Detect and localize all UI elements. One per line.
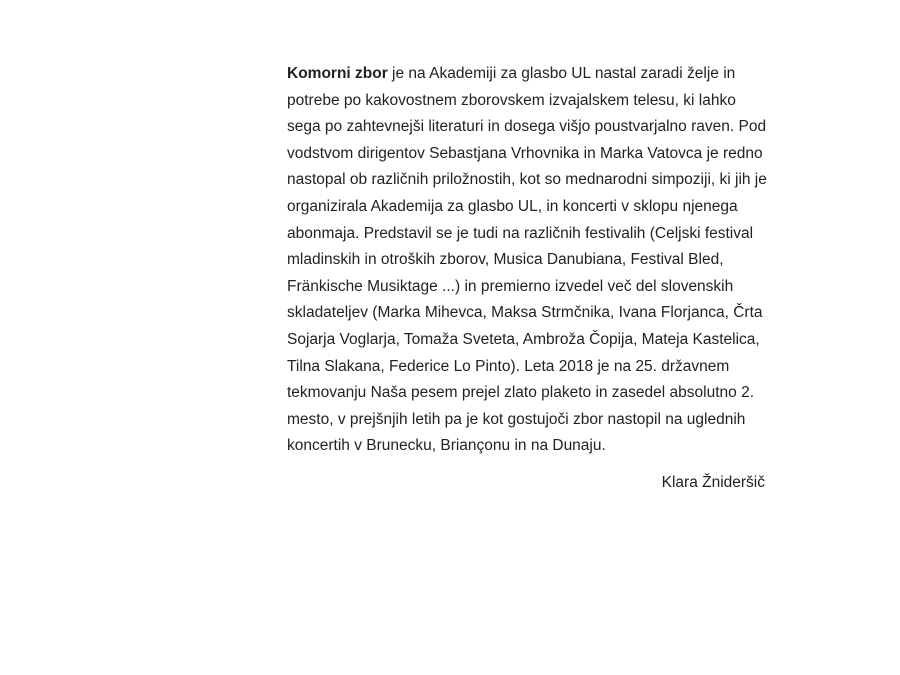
author-signature: Klara Žnideršič <box>661 473 765 491</box>
article-block <box>287 61 767 496</box>
article-body: je na Akademiji za glasbo UL nastal zaradi želje in potrebe po kakovostnem zborovskem izvajalskem telesu, ki lahko sega po zahtevnejši literaturi in dosega višjo poustvarjalno raven. Pod vodstvom dirigentov Sebastjana Vrhovnika in Marka Vatovca je redno nastopal ob različnih priložnostih, kot so mednarodni simpoziji, ki jih je organizirala Akademija za glasbo UL, in koncerti v sklopu njenega abonmaja. Predstavil se je tudi na različnih festivalih (Celjski festival mladinskih in otroških zborov, Musica Danubiana, Festival Bled, Fränkische Musiktage ...) in premierno izvedel več del slovenskih skladateljev (Marka Mihevca, Maksa Strmčnika, Ivana Florjanca, Črta Sojarja Voglarja, Tomaža Sveteta, Ambroža Čopija, Mateja Kastelica, Tilna Slakana, Federice Lo Pinto). Leta 2018 je na 25. državnem tekmovanju Naša pesem prejel zlato plaketo in zasedel absolutno 2. mesto, v prejšnjih letih pa je kot gostujoči zbor nastopil na uglednih koncertih v Brunecku, Briançonu in na Dunaju. <box>287 65 767 455</box>
article-lead: Komorni zbor <box>287 65 388 82</box>
article-paragraph <box>287 61 767 460</box>
